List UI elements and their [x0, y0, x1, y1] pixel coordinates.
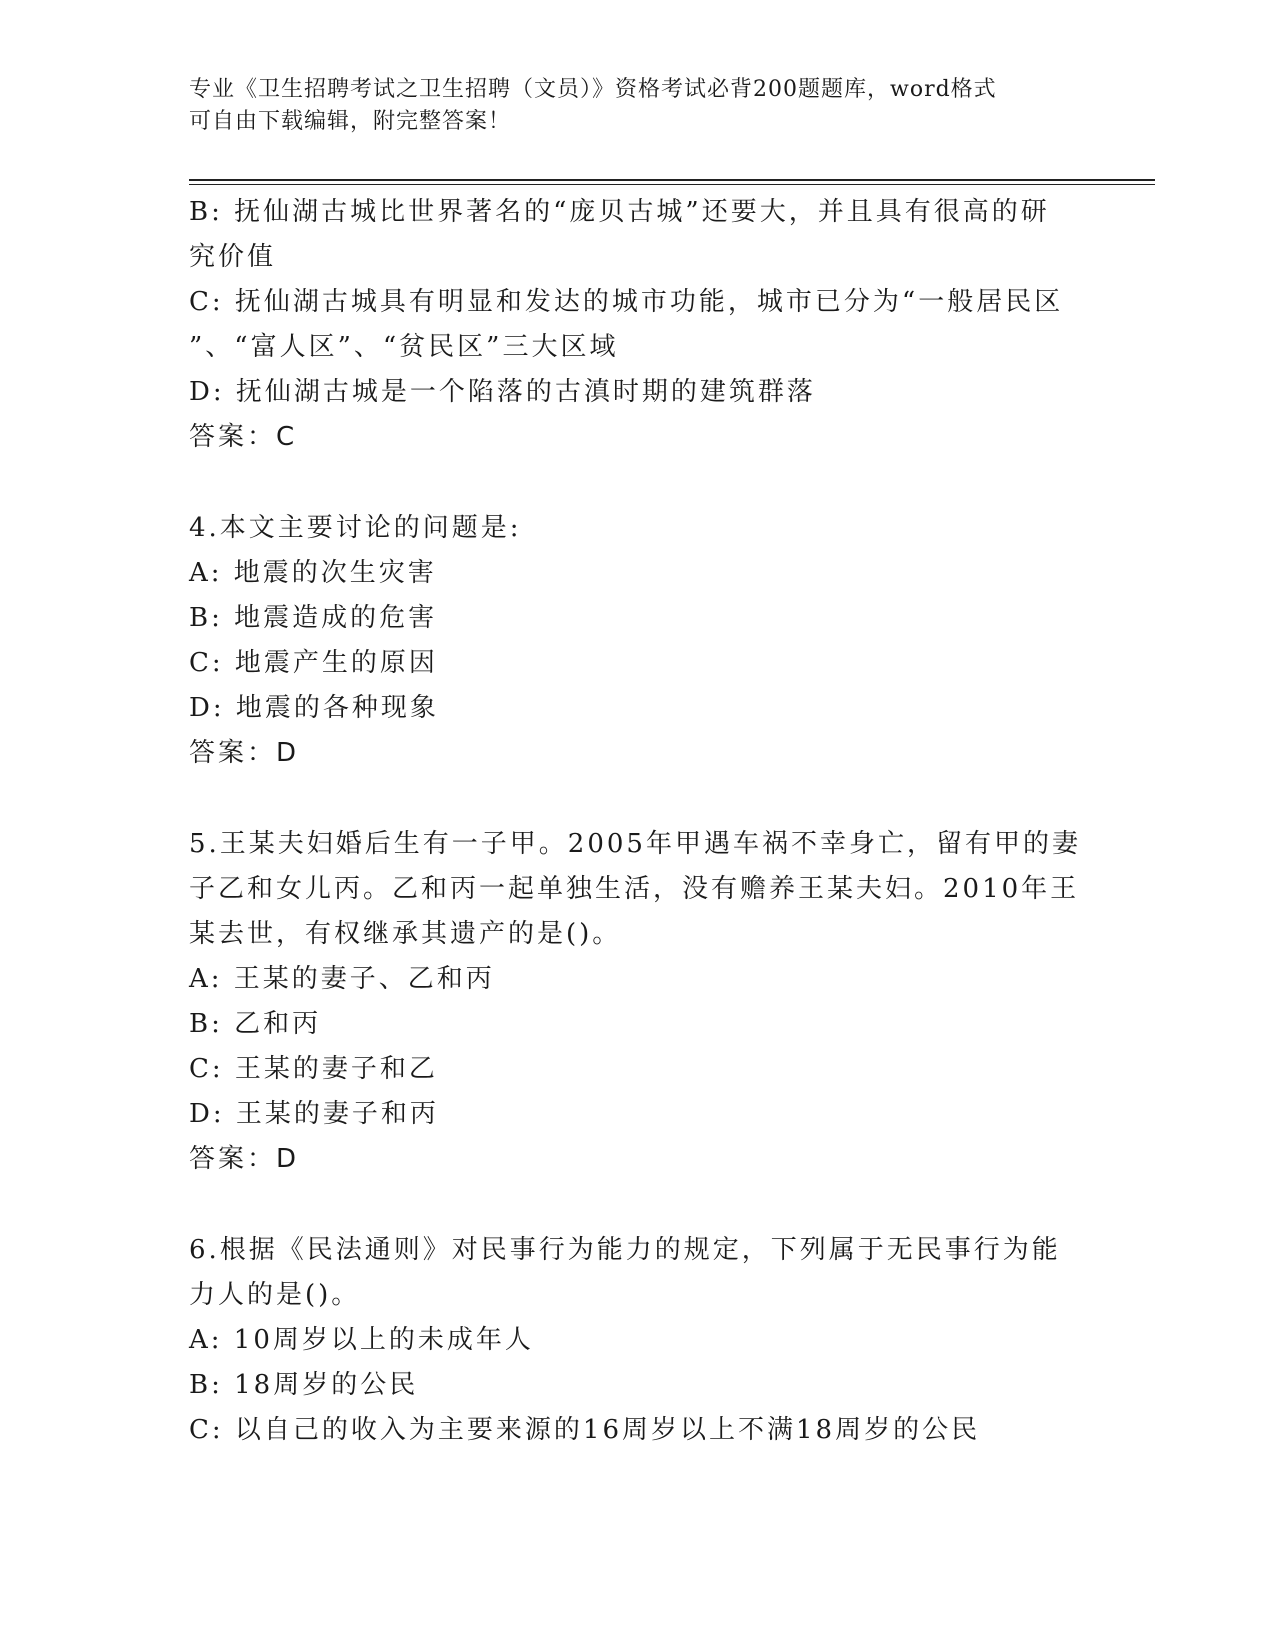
header-title-line-1: 专业《卫生招聘考试之卫生招聘（文员）》资格考试必背200题题库，word格式	[189, 77, 997, 102]
q3-answer: 答案：C	[189, 422, 298, 452]
q4-answer: 答案：D	[189, 738, 300, 768]
header-rule-thick	[189, 179, 1155, 181]
spacer	[189, 776, 1089, 822]
q5-stem-line-2: 子乙和女儿丙。乙和丙一起单独生活，没有赡养王某夫妇。2010年王	[189, 874, 1080, 904]
q4-option-b: B: 地震造成的危害	[189, 603, 438, 633]
q6-option-b: B: 18周岁的公民	[189, 1370, 419, 1400]
q5-option-b: B: 乙和丙	[189, 1009, 322, 1039]
q5-option-d: D: 王某的妻子和丙	[189, 1099, 439, 1129]
q6-stem-line-1: 6.根据《民法通则》对民事行为能力的规定，下列属于无民事行为能	[189, 1235, 1061, 1265]
header-title-line-2: 可自由下载编辑，附完整答案！	[189, 109, 512, 134]
spacer	[189, 1182, 1089, 1228]
q6-stem-line-2: 力人的是()。	[189, 1280, 361, 1310]
q4-option-d: D: 地震的各种现象	[189, 693, 439, 723]
q5-option-a: A: 王某的妻子、乙和丙	[189, 964, 495, 994]
q6-option-c: C: 以自己的收入为主要来源的16周岁以上不满18周岁的公民	[189, 1415, 981, 1445]
q5-stem-line-1: 5.王某夫妇婚后生有一子甲。2005年甲遇车祸不幸身亡，留有甲的妻	[189, 829, 1081, 859]
q4-option-a: A: 地震的次生灾害	[189, 558, 437, 588]
q3-option-b-line-1: B: 抚仙湖古城比世界著名的“庞贝古城”还要大，并且具有很高的研	[189, 197, 1050, 227]
q3-option-d: D: 抚仙湖古城是一个陷落的古滇时期的建筑群落	[189, 377, 816, 407]
q4-stem: 4.本文主要讨论的问题是:	[189, 513, 522, 543]
question-content	[189, 190, 1089, 1453]
header-rule-thin	[189, 184, 1155, 185]
q3-option-c-line-2: ”、“富人区”、“贫民区”三大区域	[189, 332, 619, 362]
q3-option-c-line-1: C: 抚仙湖古城具有明显和发达的城市功能，城市已分为“一般居民区	[189, 287, 1064, 317]
q5-answer: 答案：D	[189, 1144, 300, 1174]
document-header	[189, 74, 1089, 138]
q6-option-a: A: 10周岁以上的未成年人	[189, 1325, 534, 1355]
q3-option-b-line-2: 究价值	[189, 242, 277, 272]
q4-option-c: C: 地震产生的原因	[189, 648, 438, 678]
q5-option-c: C: 王某的妻子和乙	[189, 1054, 438, 1084]
spacer	[189, 460, 1089, 506]
q5-stem-line-3: 某去世，有权继承其遗产的是()。	[189, 919, 622, 949]
